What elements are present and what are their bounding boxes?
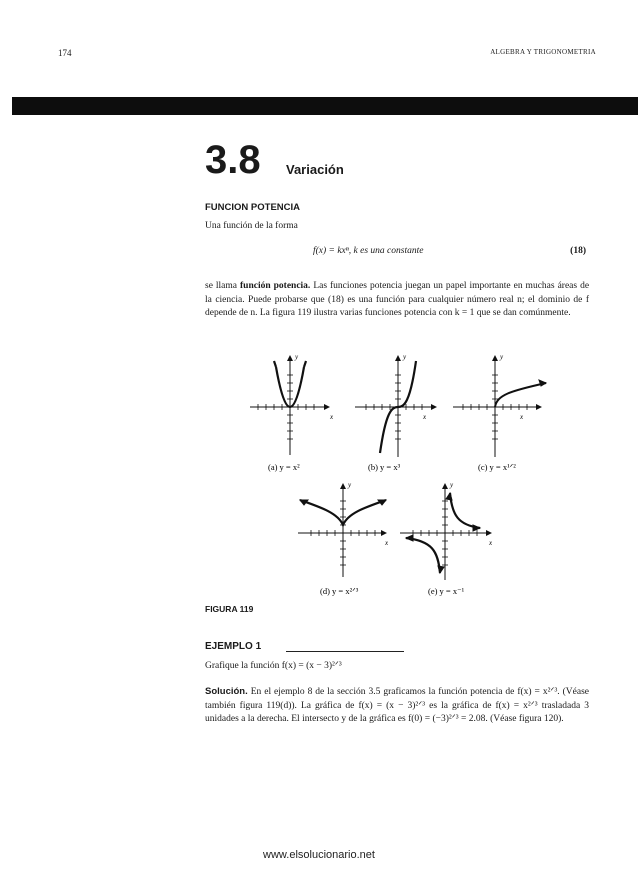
intro-text: Una función de la forma — [205, 221, 298, 231]
graph-e-x-label: x — [489, 539, 493, 547]
graph-d-x-label: x — [385, 539, 389, 547]
graph-a-y-label: y — [295, 353, 299, 361]
graph-c-x-label: x — [520, 413, 524, 421]
footer-url: www.elsolucionario.net — [263, 849, 375, 861]
graph-c-y-label: y — [500, 353, 504, 361]
figure-label: FIGURA 119 — [205, 604, 254, 614]
caption-e: (e) y = x⁻¹ — [428, 586, 465, 596]
graph-b-x-label: x — [423, 413, 427, 421]
para-rest: Las funciones potencia juegan un papel importante en muchas áreas de la ciencia. Puede probarse que (18) es una función para cualquier número real n; el dominio de f depende de n. La figura 119 ilustra varias funciones potencia con k = 1 que se dan comúnmente. — [205, 281, 590, 319]
solution-paragraph — [205, 685, 589, 727]
graph-c-sqrt — [453, 357, 546, 457]
running-title: ALGEBRA Y TRIGONOMETRIA — [490, 48, 596, 56]
graph-e-reciprocal — [400, 485, 490, 580]
caption-d: (d) y = x²ᐟ³ — [320, 586, 359, 596]
power-formula: f(x) = kxⁿ, k es una constante — [313, 246, 424, 256]
page-number: 174 — [58, 48, 72, 58]
caption-b: (b) y = x³ — [368, 462, 401, 472]
para-term: función potencia. — [240, 281, 311, 291]
graph-b-cube — [355, 357, 435, 457]
solution-label: Solución. — [205, 686, 248, 697]
section-number: 3.8 — [205, 138, 261, 182]
definition-paragraph — [205, 280, 589, 321]
graph-b-y-label: y — [403, 353, 407, 361]
graph-d-y-label: y — [348, 481, 352, 489]
section-title: Variación — [286, 162, 344, 177]
caption-c: (c) y = x¹ᐟ² — [478, 462, 516, 472]
example-title: EJEMPLO 1 — [205, 641, 262, 652]
graph-d-two-thirds — [298, 485, 386, 577]
subsection-heading: FUNCION POTENCIA — [205, 202, 300, 213]
graph-e-y-label: y — [450, 481, 454, 489]
example-task: Grafique la función f(x) = (x − 3)²ᐟ³ — [205, 661, 342, 671]
section-bar — [12, 97, 638, 115]
graph-a-square — [250, 357, 328, 455]
graph-a-x-label: x — [330, 413, 334, 421]
para-lead: se llama — [205, 281, 238, 291]
figure-119 — [180, 345, 580, 600]
equation-number: (18) — [570, 246, 586, 256]
example-rule — [286, 651, 404, 652]
caption-a: (a) y = x² — [268, 462, 300, 472]
solution-text: En el ejemplo 8 de la sección 3.5 graficamos la función potencia de f(x) = x²ᐟ³. (Véase también figura 119(d)). La gráfica de f(x) = (x − 3)²ᐟ³ es la gráfica de f(x) = x²ᐟ³ trasladada 3 unidades a la derecha. El intersecto y de la gráfica es f(0) = (−3)²ᐟ³ = 2.08. (Véase figura 120). — [205, 687, 590, 725]
